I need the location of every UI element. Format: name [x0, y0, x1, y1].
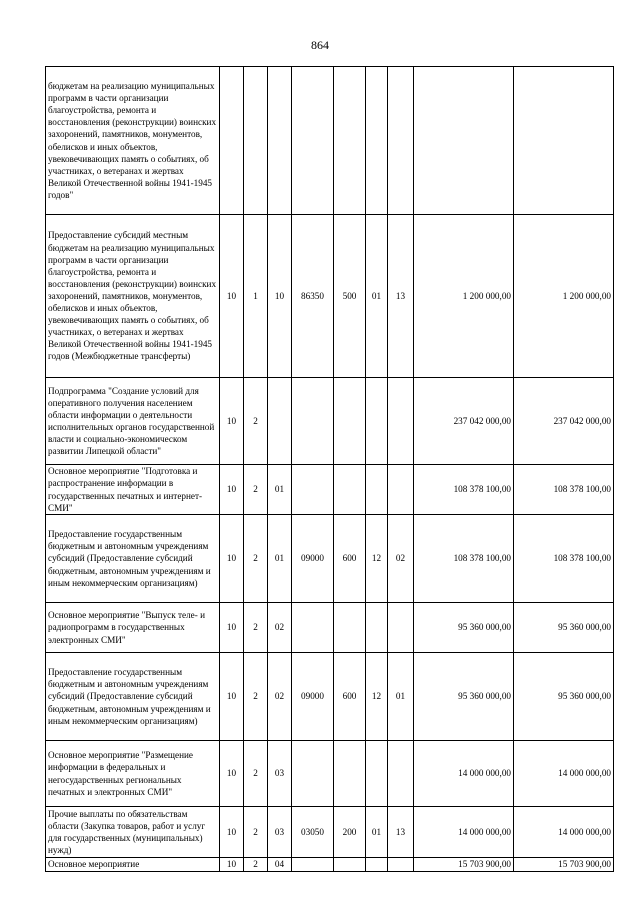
table-cell-c4: 09000 — [292, 515, 334, 603]
table-cell-c6 — [366, 741, 388, 807]
table-cell-c4 — [292, 603, 334, 653]
table-cell-c5 — [334, 378, 366, 465]
table-cell-name: Предоставление государственным бюджетным и автономным учреждениям субсидий (Предоставление субсидий бюджетным, автономным учреждениям и иным некоммерческим организациям) — [46, 653, 220, 741]
table-cell-c4 — [292, 741, 334, 807]
table-cell-amount2: 14 000 000,00 — [514, 807, 614, 858]
table-cell-c6: 01 — [366, 215, 388, 378]
table-cell-c2: 2 — [244, 858, 268, 872]
table-row — [46, 807, 614, 858]
table-cell-amount2: 108 378 100,00 — [514, 465, 614, 515]
table-cell-c7: 02 — [388, 515, 414, 603]
table-cell-c6 — [366, 465, 388, 515]
table-cell-name: Основное мероприятие "Выпуск теле- и радиопрограмм в государственных электронных СМИ" — [46, 603, 220, 653]
table-cell-c5: 600 — [334, 515, 366, 603]
table-cell-c6 — [366, 67, 388, 215]
table-cell-c3: 02 — [268, 653, 292, 741]
table-cell-amount1: 108 378 100,00 — [414, 465, 514, 515]
table-cell-c3 — [268, 378, 292, 465]
table-row — [46, 858, 614, 872]
table-row — [46, 653, 614, 741]
table-cell-c7 — [388, 858, 414, 872]
table-cell-name: Предоставление субсидий местным бюджетам на реализацию муниципальных программ в части организации благоустройства, ремонта и восстановления (реконструкции) воинских захоронений, памятников, монументов, обелисков и иных объектов, увековечивающих память о событиях, об участниках, о ветеранах и жертвах Великой Отечественной войны 1941-1945 годов (Межбюджетные трансферты) — [46, 215, 220, 378]
table-cell-c4: 09000 — [292, 653, 334, 741]
table-cell-c3: 03 — [268, 741, 292, 807]
table-cell-c6: 12 — [366, 515, 388, 603]
table-cell-name: Предоставление государственным бюджетным и автономным учреждениям субсидий (Предоставление субсидий бюджетным, автономным учреждениям и иным некоммерческим организациям) — [46, 515, 220, 603]
table-cell-c2: 2 — [244, 807, 268, 858]
table-row — [46, 603, 614, 653]
table-cell-amount1 — [414, 67, 514, 215]
table-cell-amount1: 15 703 900,00 — [414, 858, 514, 872]
table-cell-c5: 200 — [334, 807, 366, 858]
table-cell-c4 — [292, 378, 334, 465]
table-cell-c7 — [388, 465, 414, 515]
table-cell-name: Основное мероприятие "Подготовка и распространение информации в государственных печатных и интернет-СМИ" — [46, 465, 220, 515]
table-cell-c2: 2 — [244, 603, 268, 653]
table-cell-c3: 03 — [268, 807, 292, 858]
table-cell-c2: 2 — [244, 515, 268, 603]
table-cell-c1: 10 — [220, 603, 244, 653]
table-cell-c5: 500 — [334, 215, 366, 378]
table-cell-c5 — [334, 858, 366, 872]
table-cell-c7 — [388, 741, 414, 807]
table-cell-c6: 01 — [366, 807, 388, 858]
table-cell-amount1: 237 042 000,00 — [414, 378, 514, 465]
table-cell-amount2: 95 360 000,00 — [514, 653, 614, 741]
table-cell-c3: 10 — [268, 215, 292, 378]
table-cell-c7 — [388, 67, 414, 215]
table-cell-c3: 01 — [268, 465, 292, 515]
table-cell-c2: 2 — [244, 653, 268, 741]
table-row — [46, 67, 614, 215]
table-cell-amount2: 1 200 000,00 — [514, 215, 614, 378]
table-cell-amount2: 108 378 100,00 — [514, 515, 614, 603]
table-cell-c4: 03050 — [292, 807, 334, 858]
table-cell-c7: 01 — [388, 653, 414, 741]
table-row — [46, 741, 614, 807]
table-cell-c5: 600 — [334, 653, 366, 741]
budget-table — [45, 66, 614, 872]
table-cell-c4: 86350 — [292, 215, 334, 378]
table-cell-name: бюджетам на реализацию муниципальных программ в части организации благоустройства, ремонта и восстановления (реконструкции) воинских захоронений, памятников, монументов, обелисков и иных объектов, увековечивающих память о событиях, об участниках, о ветеранах и жертвах Великой Отечественной войны 1941-1945 годов" — [46, 67, 220, 215]
table-cell-c1: 10 — [220, 741, 244, 807]
table-cell-c2: 2 — [244, 741, 268, 807]
table-cell-c2 — [244, 67, 268, 215]
table-cell-c7: 13 — [388, 807, 414, 858]
table-cell-c2: 2 — [244, 378, 268, 465]
table-cell-amount1: 95 360 000,00 — [414, 653, 514, 741]
table-cell-c1: 10 — [220, 807, 244, 858]
table-cell-c7 — [388, 603, 414, 653]
table-cell-amount2: 237 042 000,00 — [514, 378, 614, 465]
table-cell-c1: 10 — [220, 653, 244, 741]
table-cell-c1: 10 — [220, 378, 244, 465]
table-cell-c7 — [388, 378, 414, 465]
table-cell-amount1: 108 378 100,00 — [414, 515, 514, 603]
table-cell-amount1: 14 000 000,00 — [414, 807, 514, 858]
table-row — [46, 515, 614, 603]
table-cell-c3: 02 — [268, 603, 292, 653]
table-cell-c4 — [292, 67, 334, 215]
table-cell-c3 — [268, 67, 292, 215]
table-cell-c3: 04 — [268, 858, 292, 872]
table-cell-c2: 2 — [244, 465, 268, 515]
table-cell-c1: 10 — [220, 858, 244, 872]
table-cell-c4 — [292, 465, 334, 515]
table-cell-c1: 10 — [220, 515, 244, 603]
table-cell-c2: 1 — [244, 215, 268, 378]
table-cell-c6 — [366, 603, 388, 653]
table-row — [46, 378, 614, 465]
table-cell-c7: 13 — [388, 215, 414, 378]
table-cell-c5 — [334, 741, 366, 807]
table-cell-name: Прочие выплаты по обязательствам области (Закупка товаров, работ и услуг для государственных (муниципальных) нужд) — [46, 807, 220, 858]
table-row — [46, 465, 614, 515]
table-cell-c1: 10 — [220, 215, 244, 378]
table-cell-amount2 — [514, 67, 614, 215]
table-cell-amount1: 95 360 000,00 — [414, 603, 514, 653]
table-row — [46, 215, 614, 378]
table-cell-amount2: 95 360 000,00 — [514, 603, 614, 653]
table-cell-c1 — [220, 67, 244, 215]
table-cell-c6 — [366, 858, 388, 872]
table-cell-c3: 01 — [268, 515, 292, 603]
table-cell-name: Основное мероприятие "Размещение информации в федеральных и негосударственных региональных печатных и электронных СМИ" — [46, 741, 220, 807]
table-cell-name: Подпрограмма "Создание условий для оперативного получения населением области информации о деятельности исполнительных органов государственной власти и социально-экономическом развитии Липецкой области" — [46, 378, 220, 465]
table-cell-amount1: 1 200 000,00 — [414, 215, 514, 378]
table-cell-c6: 12 — [366, 653, 388, 741]
table-cell-c5 — [334, 603, 366, 653]
table-cell-c4 — [292, 858, 334, 872]
table-cell-amount1: 14 000 000,00 — [414, 741, 514, 807]
table-cell-c5 — [334, 465, 366, 515]
table-cell-c6 — [366, 378, 388, 465]
table-cell-c5 — [334, 67, 366, 215]
table-cell-amount2: 15 703 900,00 — [514, 858, 614, 872]
table-cell-amount2: 14 000 000,00 — [514, 741, 614, 807]
page-number: 864 — [311, 38, 329, 52]
table-cell-c1: 10 — [220, 465, 244, 515]
table-cell-name: Основное мероприятие — [46, 858, 220, 872]
